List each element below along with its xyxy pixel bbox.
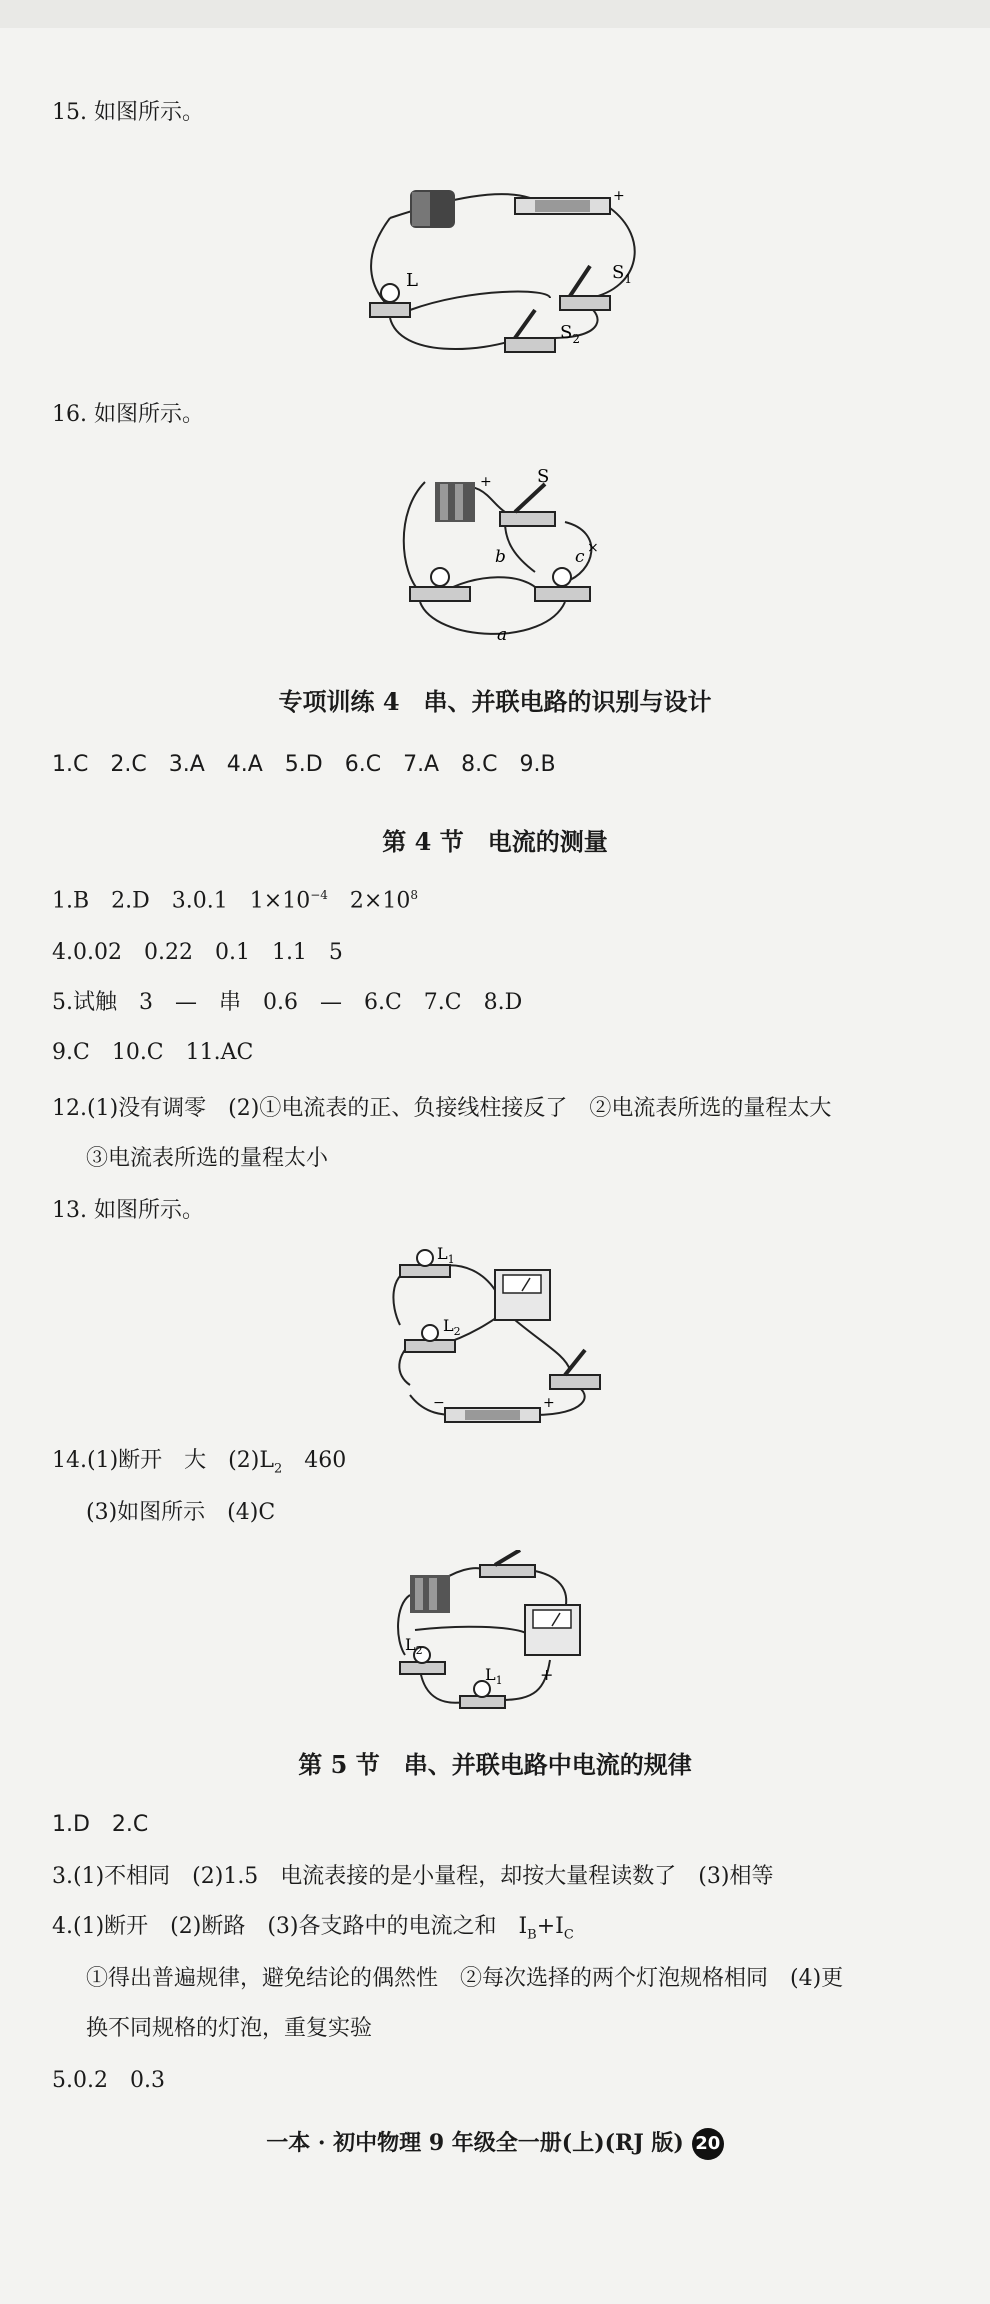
page-number: 20	[692, 2128, 724, 2160]
q14-l2: $L_2$	[405, 1635, 423, 1657]
q14-l1: $L_1$	[485, 1665, 503, 1687]
section-title-lesson-4: 第 4 节 电流的测量	[382, 827, 608, 856]
s3-line-1: 1.D 2.C	[52, 1812, 149, 1837]
q13-minus: −	[433, 1395, 445, 1411]
q15-circuit-figure	[350, 178, 650, 368]
q15-plus: +	[613, 188, 625, 204]
s3-line-4a: 4.(1)断开 (2)断路 (3)各支路中的电流之和 $I_B+I_C$	[52, 1914, 574, 1943]
q13-l1: $L_1$	[437, 1245, 455, 1266]
s2-line-9: 9.C 10.C 11.AC	[52, 1040, 254, 1065]
q13-circuit-figure	[385, 1245, 625, 1425]
q16-label: 16. 如图所示。	[52, 402, 204, 427]
section-title-lesson-5: 第 5 节 串、并联电路中电流的规律	[298, 1750, 692, 1779]
section1-answers: 1.C 2.C 3.A 4.A 5.D 6.C 7.A 8.C 9.B	[52, 752, 556, 777]
s2-line-4: 4.0.02 0.22 0.1 1.1 5	[52, 940, 343, 965]
q14-plus: +	[540, 1665, 554, 1684]
s3-line-3: 3.(1)不相同 (2)1.5 电流表接的是小量程，却按大量程读数了 (3)相等	[52, 1864, 774, 1889]
s2-line-5: 5.试触 3 — 串 0.6 — 6.C 7.C 8.D	[52, 990, 523, 1015]
q15-s1: $S_1$	[612, 262, 632, 286]
s2-line-1: 1.B 2.D 3.0.1 $1\times 10^{-4}$ $2\times 10^8$	[52, 888, 418, 914]
q13-plus: +	[543, 1395, 555, 1411]
q13-l2: $L_2$	[443, 1316, 461, 1338]
top-strip	[0, 0, 990, 28]
s3-line-5: 5.0.2 0.3	[52, 2068, 165, 2093]
q16-plus: +	[480, 474, 492, 490]
q16-cross: ×	[587, 540, 599, 556]
q16-wire-a: a	[497, 625, 508, 645]
q14-circuit-figure	[385, 1550, 605, 1715]
footer-title: 一本 · 初中物理 9 年级全一册(上)(RJ 版)	[266, 2130, 684, 2156]
section-title-special-training-4: 专项训练 4 串、并联电路的识别与设计	[278, 687, 712, 716]
s2-line-14b: (3)如图所示 (4)C	[86, 1500, 276, 1525]
q15-lamp-label: L	[406, 270, 418, 291]
q15-s2: $S_2$	[560, 322, 580, 346]
q16-wire-c: c	[575, 547, 585, 567]
q16-wire-b: b	[495, 547, 506, 567]
s3-line-4c: 换不同规格的灯泡，重复实验	[86, 2016, 373, 2041]
s2-line-14a: 14.(1)断开 大 $(2)L_2$ 460	[52, 1448, 347, 1477]
s2-line-12b: ③电流表所选的量程太小	[86, 1146, 329, 1171]
s2-line-13: 13. 如图所示。	[52, 1198, 204, 1223]
page-footer	[0, 2126, 990, 2160]
q15-label: 15. 如图所示。	[52, 100, 204, 125]
q16-switch-label: S	[537, 466, 550, 487]
q16-circuit-figure	[395, 462, 615, 652]
s3-line-4b: ①得出普遍规律，避免结论的偶然性 ②每次选择的两个灯泡规格相同 (4)更	[86, 1966, 844, 1991]
s2-line-12a: 12.(1)没有调零 (2)①电流表的正、负接线柱接反了 ②电流表所选的量程太大	[52, 1096, 832, 1121]
